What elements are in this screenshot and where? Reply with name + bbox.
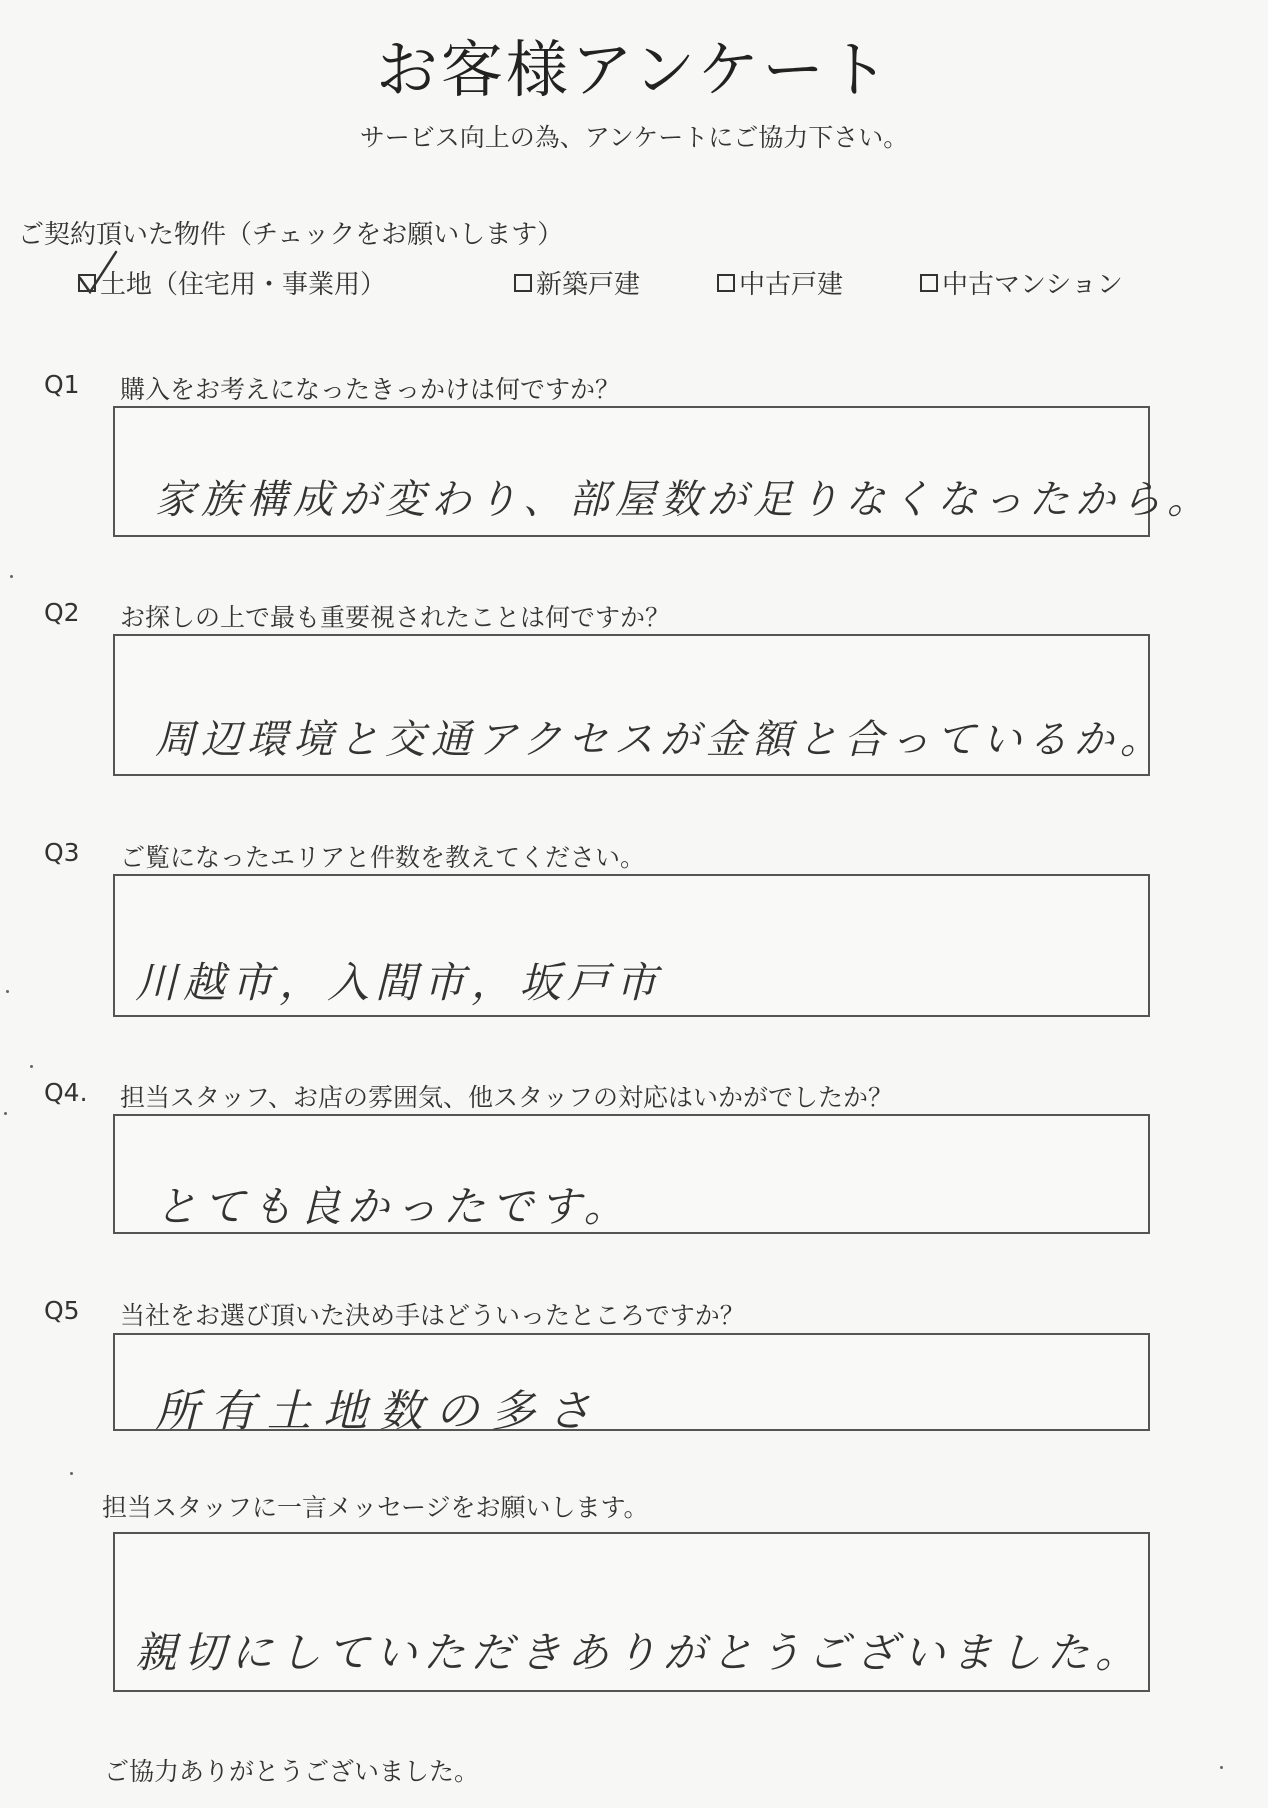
checkbox-new-house[interactable] bbox=[514, 274, 532, 292]
question-number: Q5 bbox=[44, 1296, 80, 1325]
question-text: ご覧になったエリアと件数を教えてください。 bbox=[120, 843, 646, 872]
answer-box-5[interactable] bbox=[113, 1333, 1150, 1437]
page-subtitle: サービス向上の為、アンケートにご協力下さい。 bbox=[359, 123, 909, 152]
question-number: Q4. bbox=[44, 1078, 88, 1107]
check-mark-icon bbox=[76, 248, 120, 296]
closing-thanks: ご協力ありがとうございました。 bbox=[104, 1757, 480, 1786]
property-heading: ご契約頂いた物件（チェックをお願いします） bbox=[18, 220, 564, 250]
handwritten-answer: とても良かったです。 bbox=[155, 1182, 632, 1231]
checkbox-land[interactable] bbox=[78, 274, 96, 292]
question-text: お探しの上で最も重要視されたことは何ですか？ bbox=[120, 603, 671, 632]
handwritten-answer: 家族構成が変わり、部屋数が足りなくなったから。 bbox=[155, 477, 1213, 523]
question-number: Q2 bbox=[44, 598, 80, 627]
option-used-mansion[interactable] bbox=[920, 264, 1123, 301]
handwritten-answer: 周辺環境と交通アクセスが金額と合っているか。 bbox=[155, 717, 1166, 763]
answer-box-1[interactable] bbox=[113, 406, 1213, 537]
option-used-mansion-label: 中古マンション bbox=[942, 270, 1123, 300]
answer-box-4[interactable] bbox=[113, 1114, 1150, 1234]
question-text: 購入をお考えになったきっかけは何ですか？ bbox=[120, 375, 621, 404]
option-used-house-label: 中古戸建 bbox=[739, 270, 844, 300]
question-number: Q3 bbox=[44, 838, 80, 867]
option-land-label: 土地（住宅用・事業用） bbox=[100, 270, 387, 300]
checkbox-used-house[interactable] bbox=[717, 274, 735, 292]
option-new-house-label: 新築戸建 bbox=[536, 270, 641, 300]
message-box[interactable] bbox=[113, 1532, 1150, 1692]
option-land[interactable] bbox=[78, 264, 386, 301]
property-options bbox=[0, 264, 1268, 304]
message-heading: 担当スタッフに一言メッセージをお願いします。 bbox=[102, 1493, 649, 1522]
handwritten-answer: 所有土地数の多さ bbox=[155, 1386, 603, 1437]
answer-box-3[interactable] bbox=[113, 874, 1150, 1017]
question-number: Q1 bbox=[44, 370, 80, 399]
scan-speck bbox=[30, 1065, 33, 1068]
question-text: 担当スタッフ、お店の雰囲気、他スタッフの対応はいかがでしたか？ bbox=[120, 1083, 894, 1112]
question-text: 当社をお選び頂いた決め手はどういったところですか？ bbox=[120, 1301, 745, 1330]
scan-speck bbox=[10, 575, 13, 578]
scan-speck bbox=[70, 1472, 73, 1475]
checkbox-used-mansion[interactable] bbox=[920, 274, 938, 292]
scan-speck bbox=[6, 990, 9, 993]
option-used-house[interactable] bbox=[717, 264, 843, 301]
option-new-house[interactable] bbox=[514, 264, 640, 301]
handwritten-answer: 川越市，入間市，坂戸市 bbox=[135, 958, 664, 1007]
scan-speck bbox=[1220, 1766, 1223, 1769]
scan-speck bbox=[4, 1112, 7, 1115]
answer-box-2[interactable] bbox=[113, 634, 1166, 776]
handwritten-message: 親切にしていただきありがとうございました。 bbox=[135, 1628, 1144, 1677]
page-title: お客様アンケート bbox=[375, 33, 893, 106]
